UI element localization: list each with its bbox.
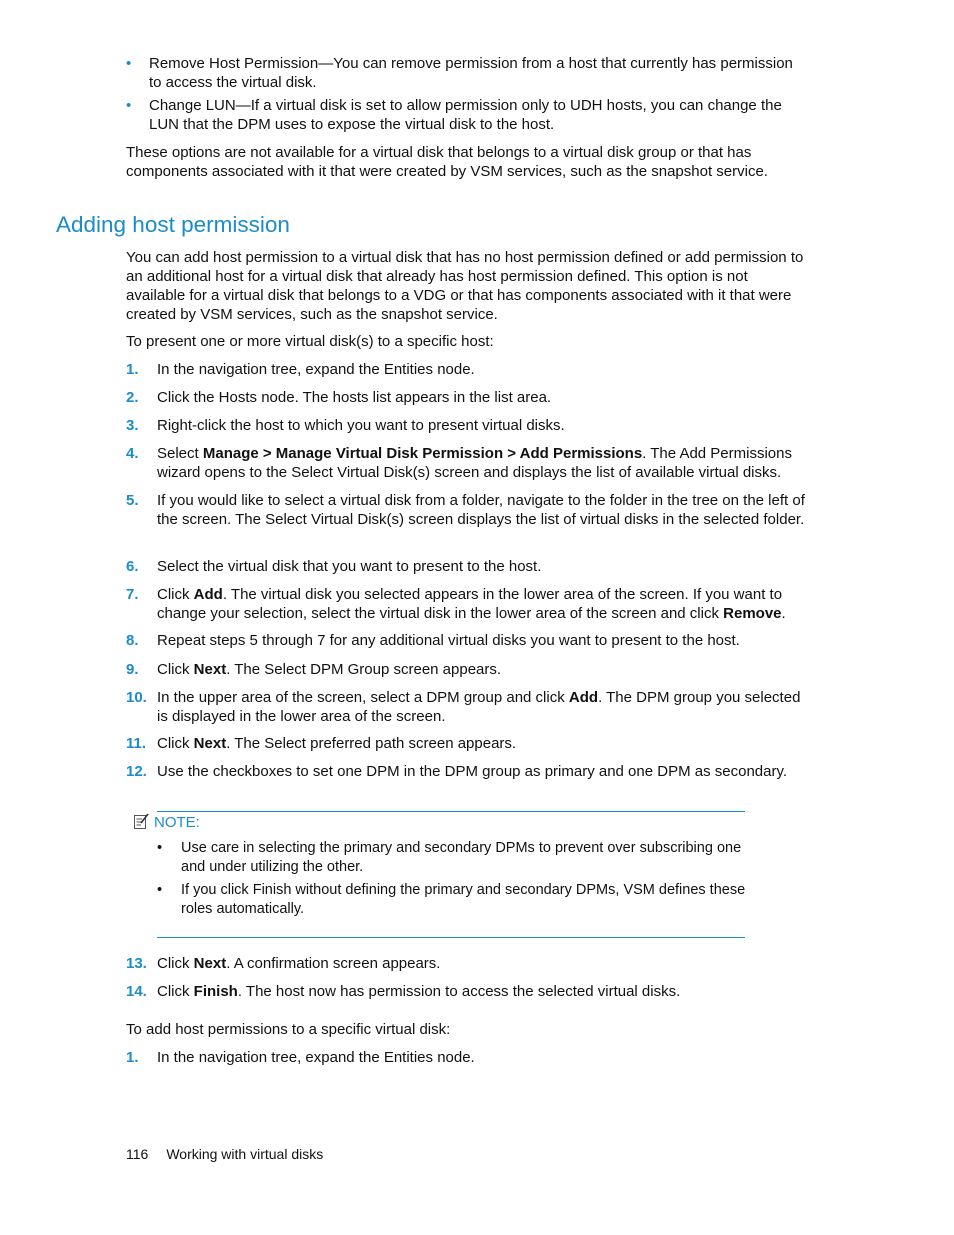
page-number: 116 — [126, 1146, 149, 1162]
step-item — [126, 360, 806, 379]
step-item — [126, 416, 806, 435]
step-number: 6. — [126, 558, 139, 575]
step-item — [126, 762, 806, 781]
step-item — [126, 557, 806, 576]
step-item — [126, 660, 806, 679]
step-number: 14. — [126, 983, 147, 1000]
note-item — [157, 839, 749, 877]
procedure-intro: To present one or more virtual disk(s) to a specific host: — [126, 333, 494, 350]
step-number: 11. — [126, 735, 147, 752]
bullet-text: Remove Host Permission—You can remove permission from a host that currently has permission to access the virtual disk. — [149, 55, 793, 91]
bullet-item — [126, 54, 806, 92]
step-number: 10. — [126, 689, 147, 706]
step-number: 3. — [126, 417, 139, 434]
step-item — [126, 688, 806, 726]
bullet-marker: • — [126, 55, 132, 72]
step-text: Repeat steps 5 through 7 for any additional virtual disks you want to present to the host. — [157, 632, 740, 649]
chapter-title: Working with virtual disks — [166, 1146, 324, 1162]
step-number: 8. — [126, 632, 139, 649]
note-bullet: • — [157, 840, 163, 856]
step-number: 2. — [126, 389, 139, 406]
bullet-text: Change LUN—If a virtual disk is set to allow permission only to UDH hosts, you can change the LUN that the DPM uses to expose the virtual disk to the host. — [149, 97, 782, 133]
section-heading: Adding host permission — [56, 212, 290, 237]
step-text: Click Finish. The host now has permission to access the selected virtual disks. — [157, 983, 681, 1000]
step-item — [126, 1048, 806, 1067]
step-number: 7. — [126, 586, 139, 603]
note-icon — [133, 813, 149, 830]
step-text: Click Next. A confirmation screen appears. — [157, 955, 441, 972]
step-item — [126, 982, 806, 1001]
note-text: If you click Finish without defining the primary and secondary DPMs, VSM defines these roles automatically. — [181, 882, 746, 917]
step-text: Right-click the host to which you want to present virtual disks. — [157, 417, 565, 434]
step-text: In the upper area of the screen, select a DPM group and click Add. The DPM group you selected is displayed in the lower area of the screen. — [157, 689, 801, 725]
note-bottom-rule — [157, 937, 745, 938]
step-number: 13. — [126, 955, 147, 972]
note-label: NOTE: — [154, 814, 200, 831]
step-item — [126, 631, 806, 650]
step-item — [126, 954, 806, 973]
step-number: 12. — [126, 763, 147, 780]
note-top-rule — [157, 811, 745, 812]
step-item — [126, 491, 806, 529]
step-number: 5. — [126, 492, 139, 509]
step-text: Select the virtual disk that you want to present to the host. — [157, 558, 542, 575]
note-text: Use care in selecting the primary and secondary DPMs to prevent over subscribing one and under utilizing the other. — [181, 840, 742, 875]
note-bullet: • — [157, 882, 163, 898]
step-text: Click Next. The Select DPM Group screen appears. — [157, 661, 502, 678]
step-number: 4. — [126, 445, 139, 462]
step-text: In the navigation tree, expand the Entities node. — [157, 1049, 475, 1066]
note-heading — [133, 813, 200, 832]
bullet-item — [126, 96, 806, 134]
step-text: Click Next. The Select preferred path screen appears. — [157, 735, 517, 752]
intro-paragraph: These options are not available for a virtual disk that belongs to a virtual disk group or that has components associated with it that were created by VSM services, such as the snapshot service. — [126, 144, 768, 180]
step-number: 1. — [126, 1049, 139, 1066]
section-paragraph: You can add host permission to a virtual disk that has no host permission defined or add permission to an additional host for a virtual disk that already has host permission defined. This option is not available for a virtual disk that belongs to a VDG or that has components associated with it that were created by VSM services, such as the snapshot service. — [126, 249, 804, 323]
step-item — [126, 444, 806, 482]
step-item — [126, 388, 806, 407]
bullet-marker: • — [126, 97, 132, 114]
menu-path: Manage > Manage Virtual Disk Permission > Add Permissions — [202, 445, 643, 462]
page-footer — [126, 1145, 323, 1163]
step-item — [126, 734, 806, 753]
procedure-intro: To add host permissions to a specific virtual disk: — [126, 1021, 451, 1038]
step-item — [126, 585, 806, 623]
note-item — [157, 881, 749, 919]
step-text: Use the checkboxes to set one DPM in the DPM group as primary and one DPM as secondary. — [157, 763, 788, 780]
step-number: 9. — [126, 661, 139, 678]
step-text: In the navigation tree, expand the Entities node. — [157, 361, 475, 378]
step-text: If you would like to select a virtual disk from a folder, navigate to the folder in the tree on the left of the screen. The Select Virtual Disk(s) screen displays the list of virtual disks in the selected folder. — [157, 492, 805, 528]
step-text: Click Add. The virtual disk you selected appears in the lower area of the screen. If you want to change your selection, select the virtual disk in the lower area of the screen and click Remove. — [157, 586, 786, 622]
step-number: 1. — [126, 361, 139, 378]
step-text: Select Manage > Manage Virtual Disk Permission > Add Permissions. The Add Permissions wizard opens to the Select Virtual Disk(s) screen and displays the list of available virtual disks. — [157, 445, 792, 481]
step-text: Click the Hosts node. The hosts list appears in the list area. — [157, 389, 552, 406]
